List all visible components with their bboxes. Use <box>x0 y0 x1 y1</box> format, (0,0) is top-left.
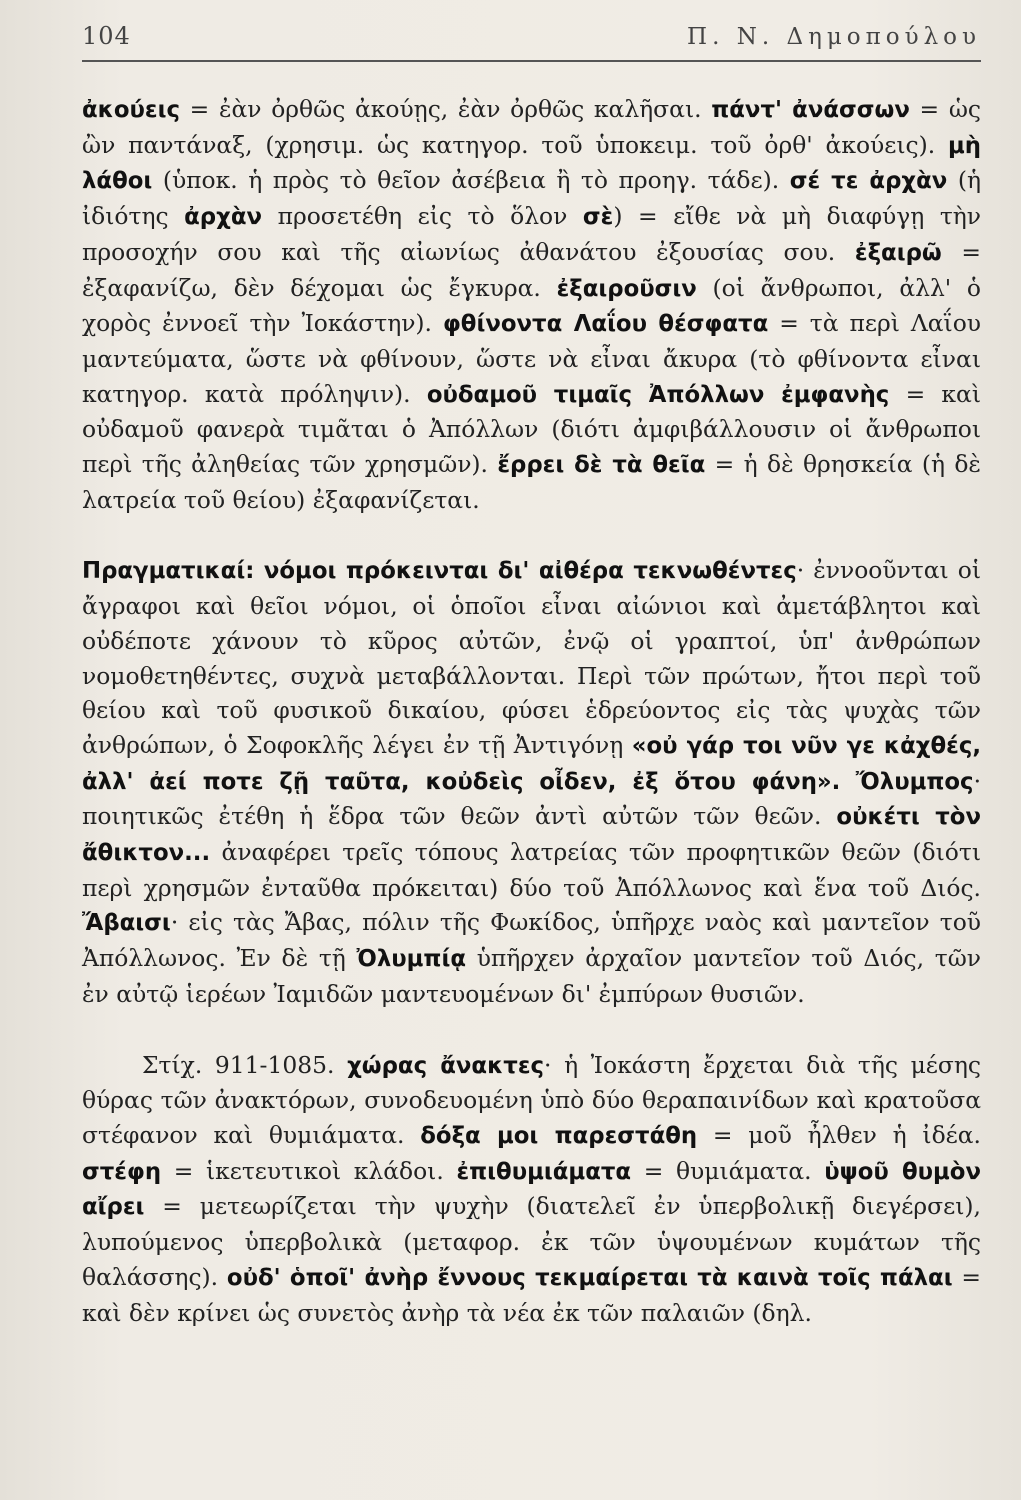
lemma-term: πάντ' ἀνάσσων <box>711 97 910 123</box>
commentary-text: = θυμιάματα. <box>631 1156 825 1185</box>
commentary-text: · ἐννοοῦνται οἱ ἄγραφοι καὶ θεῖοι νόμοι, οἱ ὁποῖοι εἶναι αἰώνιοι καὶ ἀμετάβλητοι καὶ οὐδέποτε χάνουν τὸ κῦρος αὐτῶν, ἐνῷ οἱ γραπτοί, ὑπ' ἀνθρώπων νομοθετηθέντες, συχνὰ μεταβάλλονται. Περὶ τῶν πρώτων, ἤτοι περὶ τοῦ θείου καὶ τοῦ φυσικοῦ δικαίου, φύσει ἑδρεύοντος εἰς τὰς ψυχὰς τῶν ἀνθρώπων, ὁ Σοφοκλῆς λέγει ἐν τῇ Ἀντιγόνῃ <box>82 556 982 759</box>
commentary-text: · ποιητικῶς ἐτέθη ἡ ἕδρα τῶν θεῶν ἀντὶ αὐτῶν τῶν θεῶν. <box>82 766 982 831</box>
lemma-term: ὑψοῦ θυμὸν αἴρει <box>82 1158 981 1221</box>
paragraph <box>82 553 981 1011</box>
commentary-text: = μοῦ ἦλθεν ἡ ἰδέα. <box>697 1120 981 1149</box>
commentary-text: · εἰς τὰς Ἄβας, πόλιν τῆς Φωκίδος, ὑπῆρχε ναὸς καὶ μαντεῖον τοῦ Ἀπόλλωνος. Ἐν δὲ τῇ <box>82 908 981 973</box>
commentary-text: ἀναφέρει τρεῖς τόπους λατρείας τῶν προφητικῶν θεῶν (διότι περὶ χρησμῶν ἐνταῦθα πρόκειται) δύο τοῦ Ἀπόλλωνος καὶ ἕνα τοῦ Διός. <box>82 838 981 902</box>
commentary-text: = τὰ περὶ Λαΐου μαντεύματα, ὥστε νὰ φθίνουν, ὥστε νὰ εἶναι ἄκυρα (τὸ φθίνοντα εἶναι κατηγορ. κατὰ πρόληψιν). <box>82 309 981 408</box>
lemma-term: ἐξαιροῦσιν <box>556 275 697 302</box>
lemma-term: χώρας ἄνακτες <box>347 1052 545 1079</box>
commentary-text: = ἱκετευτικοὶ κλάδοι. <box>161 1156 457 1185</box>
lemma-term: σέ τε ἀρχὰν <box>789 168 948 195</box>
lemma-term: οὐκέτι τὸν ἄθικτον... <box>82 804 981 867</box>
lemma-term: σὲ <box>582 204 614 231</box>
lemma-term: Πραγματικαί: νόμοι πρόκεινται δι' αἰθέρα τεκνωθέντες <box>82 558 797 585</box>
lemma-term: Ὀλυμπίᾳ <box>356 946 466 973</box>
commentary-text: προσετέθη εἰς τὸ ὅλον <box>262 202 583 231</box>
lemma-term: ἐξαιρῶ <box>854 239 942 266</box>
commentary-text: = καὶ δὲν κρίνει ὡς συνετὸς ἀνὴρ τὰ νέα ἐκ τῶν παλαιῶν (δηλ. <box>82 1262 981 1327</box>
commentary-text: ) = εἴθε νὰ μὴ διαφύγῃ τὴν προσοχήν σου καὶ τῆς αἰωνίως ἀθανάτου ἐξουσίας σου. <box>82 202 982 266</box>
lemma-term: «οὐ γάρ τοι νῦν γε κἀχθές, ἀλλ' ἀεί ποτε ζῇ ταῦτα, κοὐδεὶς οἶδεν, ἐξ ὅτου φάνη». <box>82 732 982 795</box>
lemma-term: ἀκούεις <box>82 97 180 123</box>
author-name: Π. Ν. Δημοπούλου <box>687 24 981 50</box>
commentary-text <box>840 767 855 795</box>
page-number: 104 <box>82 22 131 50</box>
running-head <box>82 22 981 62</box>
lemma-term: ἔρρει δὲ τὰ θεῖα <box>497 452 706 479</box>
paragraph <box>82 92 981 517</box>
commentary-text: = ἡ δὲ θρησκεία (ἡ δὲ λατρεία τοῦ θείου) ἐξαφανίζεται. <box>82 450 981 514</box>
commentary-text: (ἡ ἰδιότης <box>82 166 981 231</box>
lemma-term: δόξα μοι παρεστάθη <box>420 1122 698 1149</box>
commentary-text: (ὑποκ. ἡ πρὸς τὸ θεῖον ἀσέβεια ἢ τὸ προηγ. τάδε). <box>152 166 790 195</box>
commentary-text: = ὡς ὢν παντάναξ, (χρησιμ. ὡς κατηγορ. τοῦ ὑποκειμ. τοῦ ὀρθ' ἀκούεις). <box>82 95 982 159</box>
commentary-text: = ἐὰν ὀρθῶς ἀκούῃς, ἐὰν ὀρθῶς καλῆσαι. <box>180 95 712 123</box>
commentary-text: = καὶ οὐδαμοῦ φανερὰ τιμᾶται ὁ Ἀπόλλων (διότι ἀμφιβάλλουσιν οἱ ἄνθρωποι περὶ τῆς ἀληθείας τῶν χρησμῶν). <box>82 379 982 479</box>
lemma-term: ἐπιθυμιάματα <box>456 1158 632 1185</box>
body-text <box>82 92 981 1330</box>
paragraph <box>82 1048 981 1331</box>
lemma-term: οὐδ' ὁποῖ' ἀνὴρ ἔννους τεκμαίρεται τὰ καινὰ τοῖς πάλαι <box>226 1264 953 1291</box>
lemma-term: φθίνοντα Λαΐου θέσφατα <box>442 311 769 338</box>
commentary-text: Στίχ. 911-1085. <box>142 1050 348 1079</box>
commentary-text: = ἐξαφανίζω, δὲν δέχομαι ὡς ἔγκυρα. <box>82 237 981 302</box>
commentary-text: = μετεωρίζεται τὴν ψυχὴν (διατελεῖ ἐν ὑπερβολικῇ διεγέρσει), λυπούμενος ὑπερβολικὰ (μεταφορ. ἐκ τῶν ὑψουμένων κυμάτων τῆς θαλάσσης). <box>82 1192 981 1291</box>
commentary-text: (οἱ ἄνθρωποι, ἀλλ' ὁ χορὸς ἐννοεῖ τὴν Ἰοκάστην). <box>82 273 981 338</box>
lemma-term: οὐδαμοῦ τιμαῖς Ἀπόλλων ἐμφανὴς <box>426 381 890 408</box>
commentary-text: ὑπῆρχεν ἀρχαῖον μαντεῖον τοῦ Διός, τῶν ἐν αὐτῷ ἱερέων Ἰαμιδῶν μαντευομένων δι' ἐμπύρων θυσιῶν. <box>82 944 981 1008</box>
lemma-term: Ὄλυμπος <box>855 768 974 795</box>
lemma-term: Ἄβαισι <box>82 910 171 937</box>
lemma-term: ἀρχὰν <box>184 204 263 231</box>
lemma-term: στέφη <box>82 1158 162 1185</box>
commentary-text: · ἡ Ἰοκάστη ἔρχεται διὰ τῆς μέσης θύρας τῶν ἀνακτόρων, συνοδευομένη ὑπὸ δύο θεραπαινίδων καὶ κρατοῦσα στέφανον καὶ θυμιάματα. <box>82 1050 982 1149</box>
lemma-term: μὴ λάθοι <box>82 132 981 195</box>
